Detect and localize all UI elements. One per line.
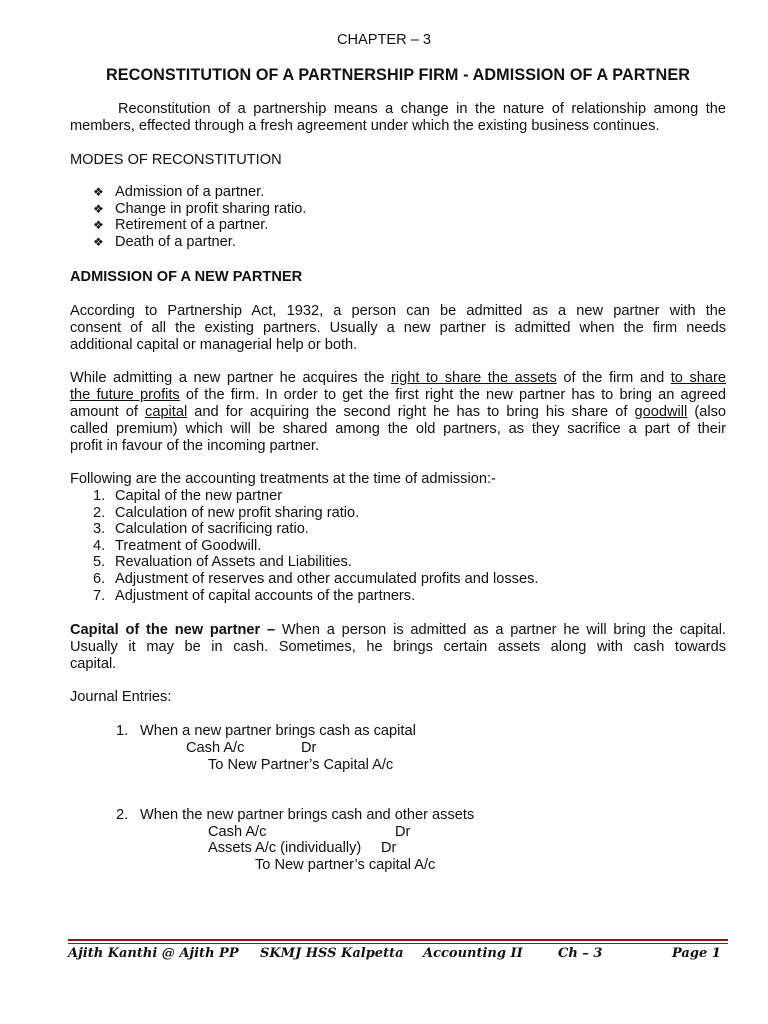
list-item: ❖ Retirement of a partner. (93, 217, 269, 233)
admission-paragraph-1: According to Partnership Act, 1932, a person can be admitted as a new partner with the consent of all the existing partners. Usually a new partner is admitted when the firm needs additional capital or managerial help or both. (70, 303, 726, 353)
list-item: ❖ Death of a partner. (93, 233, 236, 250)
admission-heading: ADMISSION OF A NEW PARTNER (70, 269, 303, 285)
footer-rule (68, 943, 728, 944)
capital-paragraph: Capital of the new partner – When a person is admitted as a partner he will bring the capital. Usually it may be in cash. Sometimes, he brings certain assets along with cash towards capital. (70, 622, 726, 672)
list-item: 4. Treatment of Goodwill. (93, 537, 262, 554)
chapter-label: CHAPTER – 3 (336, 32, 432, 48)
list-item: ❖ Change in profit sharing ratio. (93, 200, 307, 217)
journal-heading: Journal Entries: (70, 689, 172, 705)
list-item: 5. Revaluation of Assets and Liabilities. (93, 554, 352, 571)
footer-chapter: Ch – 3 (558, 946, 603, 961)
document-page: CHAPTER – 3 RECONSTITUTION OF A PARTNERSHIP FIRM - ADMISSION OF A PARTNER Reconstitution of a partnership means a change in the nature of relationship among the members, effected through a fresh agreement under which the existing business continues. MODES OF RECONSTITUTION ❖ Admission of a partner. ❖ Change in profit sharing ratio. ❖ Retirement of a partner. ❖ Death of a partner. ADMISSION OF A NEW PARTNER According to Partnership Act, 1932, a person can be admitted as a new partner with the consent of all the existing partners. Usually a new partner is admitted when the firm needs additional capital or managerial help or both. While admitting a new partner he acquires the right to share the assets of the firm and to share the future profits of the firm. In order to get the first right the new partner has to bring an agreed amount of capital and for acquiring the second right he has to bring his share of goodwill (also called premium) which will be shared among the old partners, as they sacrifice a part of their profit in favour of the incoming partner. Following are the accounting treatments at the time of admission:- 1. Capital of the new partner 2. Calculation of new profit sharing ratio. 3. Calculation of sacrificing ratio. 4. Treatment of Goodwill. 5. Revaluation of Assets and Liabilities. 6. Adjustment of reserves and other accumulated profits and losses. 7. Adjustment of capital accounts of the partners. Capital of the new partner – When a person is admitted as a partner he will bring the capital. Usually it may be in cash. Sometimes, he brings certain assets along with cash towards capital. Journal Entries: 1. When a new partner brings cash as capital Cash A/c Dr To New Partner’s Capital A/c 2. When the new partner brings cash and other assets Cash A/c Dr Assets A/c (individually) Dr To New partner’s capital A/c Ajith Kanthi @ Ajith PP SKMJ HSS Kalpetta Accounting II Ch – 3 Page 1 (0, 0, 768, 1024)
diamond-bullet-icon: ❖ (93, 201, 104, 216)
underlined-term: to share (670, 370, 726, 386)
list-item: 6. Adjustment of reserves and other accumulated profits and losses. (93, 570, 539, 587)
underlined-term: goodwill (634, 404, 688, 420)
underlined-term: the future profits (70, 387, 180, 403)
intro-paragraph (70, 101, 726, 135)
underlined-term: capital (145, 404, 188, 420)
diamond-bullet-icon: ❖ (93, 234, 104, 249)
admission-paragraph-2: While admitting a new partner he acquires the right to share the assets of the firm and to share the future profits of the firm. In order to get the first right the new partner has to bring an agreed amount of capital and for acquiring the second right he has to bring his share of goodwill (also called premium) which will be shared among the old partners, as they sacrifice a part of their profit in favour of the incoming partner. (70, 370, 726, 454)
list-item: ❖ Admission of a partner. (93, 184, 265, 200)
diamond-bullet-icon: ❖ (93, 218, 104, 232)
entry-description: When a new partner brings cash as capital (140, 723, 416, 739)
debit-account: Assets A/c (individually) (208, 840, 362, 856)
entry-description: When the new partner brings cash and other assets (140, 807, 475, 823)
debit-label: Dr (381, 840, 397, 856)
footer-author: Ajith Kanthi @ Ajith PP (68, 946, 239, 961)
footer-page-number: Page 1 (672, 946, 721, 961)
modes-heading: MODES OF RECONSTITUTION (70, 152, 282, 168)
list-item: 2. Calculation of new profit sharing ratio. (93, 504, 360, 521)
debit-label: Dr (395, 824, 411, 840)
modes-list (93, 184, 306, 250)
treatments-intro: Following are the accounting treatments at the time of admission:- (70, 471, 496, 487)
diamond-bullet-icon: ❖ (93, 185, 104, 199)
footer-subject: Accounting II (423, 946, 523, 961)
list-item: 7. Adjustment of capital accounts of the partners. (93, 587, 416, 604)
footer-rule (68, 939, 728, 941)
list-item: 3. Calculation of sacrificing ratio. (93, 521, 309, 538)
treatments-list (93, 488, 538, 604)
page-title: RECONSTITUTION OF A PARTNERSHIP FIRM - ADMISSION OF A PARTNER (105, 66, 691, 84)
list-item: 1. Capital of the new partner (93, 488, 283, 504)
debit-account: Cash A/c (208, 824, 267, 840)
credit-account: To New partner’s capital A/c (255, 857, 436, 873)
underlined-term: right to share the assets (391, 370, 557, 386)
footer-school: SKMJ HSS Kalpetta (260, 946, 404, 961)
debit-label: Dr (301, 740, 317, 756)
debit-account: Cash A/c (186, 740, 245, 756)
credit-account: To New Partner’s Capital A/c (208, 757, 394, 773)
intro-line: members, effected through a fresh agreement under which the existing business continues. (70, 118, 660, 134)
intro-line: Reconstitution of a partnership means a change in the nature of relationship among the (118, 101, 726, 117)
capital-heading: Capital of the new partner – (70, 622, 276, 638)
